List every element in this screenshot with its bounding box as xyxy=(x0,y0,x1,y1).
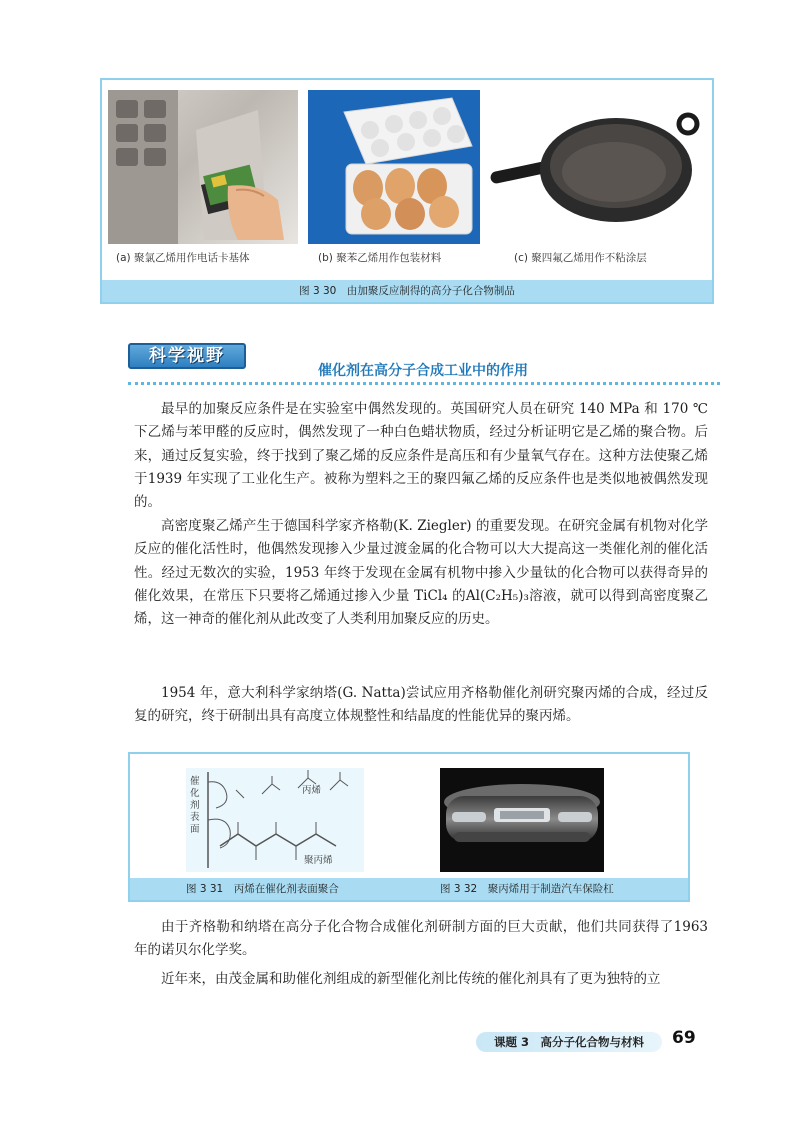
sub-caption-b: (b) 聚苯乙烯用作包装材料 xyxy=(318,252,442,264)
sub-caption-a: (a) 聚氯乙烯用作电话卡基体 xyxy=(116,252,250,264)
figures-caption-bar xyxy=(130,878,688,900)
egg-carton-photo xyxy=(308,90,480,244)
nonstick-pan-photo xyxy=(486,90,708,244)
section-title: 催化剂在高分子合成工业中的作用 xyxy=(318,363,528,379)
figure-3-30 xyxy=(100,78,714,304)
catalyst-surface-label: 催化剂表面 xyxy=(190,776,200,835)
dotted-divider xyxy=(128,382,720,385)
paragraph-5: 近年来，由茂金属和助催化剂组成的新型催化剂比传统的催化剂具有了更为独特的立 xyxy=(161,971,661,987)
phone-card-photo xyxy=(108,90,298,244)
sub-caption-c: (c) 聚四氟乙烯用作不粘涂层 xyxy=(514,252,647,264)
paragraph-4: 由于齐格勒和纳塔在高分子化合物合成催化剂研制方面的巨大贡献，他们共同获得了1963 年的诺贝尔化学奖。 xyxy=(134,919,708,959)
car-bumper-photo xyxy=(440,768,604,872)
figure-3-31-caption: 图 3 31 丙烯在催化剂表面聚合 xyxy=(186,883,339,895)
paragraph-2: 高密度聚乙烯产生于德国科学家齐格勒(K. Ziegler) 的重要发现。在研究金属有机物对化学反应的催化活性时，他偶然发现掺入少量过渡金属的化合物可以大大提高这一类催化剂的催化活性。经过无数次的实验，1953 年终于发现在金属有机物中掺入少量钛的化合物可以获得奇异的催化效果，在常压下只要将乙烯通过掺入少量 TiCl₄ 的Al(C₂H₅)₃溶液，就可以得到高密度聚乙烯，这一神奇的催化剂从此改变了人类利用加聚反应的历史。 xyxy=(134,518,708,628)
paragraph-1: 最早的加聚反应条件是在实验室中偶然发现的。英国研究人员在研究 140 MPa 和 170 ℃下乙烯与苯甲醛的反应时，偶然发现了一种白色蜡状物质，经过分析证明它是乙烯的聚合物。后来，通过反复实验，终于找到了聚乙烯的反应条件是高压和有少量氧气存在。这种方法使聚乙烯于1939 年实现了工业化生产。被称为塑料之王的聚四氟乙烯的反应条件也是类似地被偶然发现的。 xyxy=(134,401,708,511)
figure-caption: 图 3 30 由加聚反应制得的高分子化合物制品 xyxy=(102,280,712,302)
card-reader-illustration xyxy=(108,90,298,244)
section-badge: 科学视野 xyxy=(128,343,246,369)
catalyst-surface-diagram xyxy=(186,768,364,872)
paragraph-3: 1954 年，意大利科学家纳塔(G. Natta)尝试应用齐格勒催化剂研究聚丙烯的合成，经过反复的研究，终于研制出具有高度立体规整性和结晶度的性能优异的聚丙烯。 xyxy=(134,685,708,725)
frying-pan-illustration xyxy=(486,90,708,244)
page-number: 69 xyxy=(672,1028,696,1048)
propylene-label: 丙烯 xyxy=(302,785,322,796)
figures-3-31-3-32 xyxy=(128,752,690,902)
polymerization-diagram xyxy=(186,768,364,872)
polypropylene-label: 聚丙烯 xyxy=(304,855,333,866)
chapter-footer: 课题 3 高分子化合物与材料 xyxy=(476,1032,662,1052)
egg-carton-illustration xyxy=(308,90,480,244)
car-front-illustration xyxy=(440,768,604,872)
figure-3-32-caption: 图 3 32 聚丙烯用于制造汽车保险杠 xyxy=(440,883,614,895)
